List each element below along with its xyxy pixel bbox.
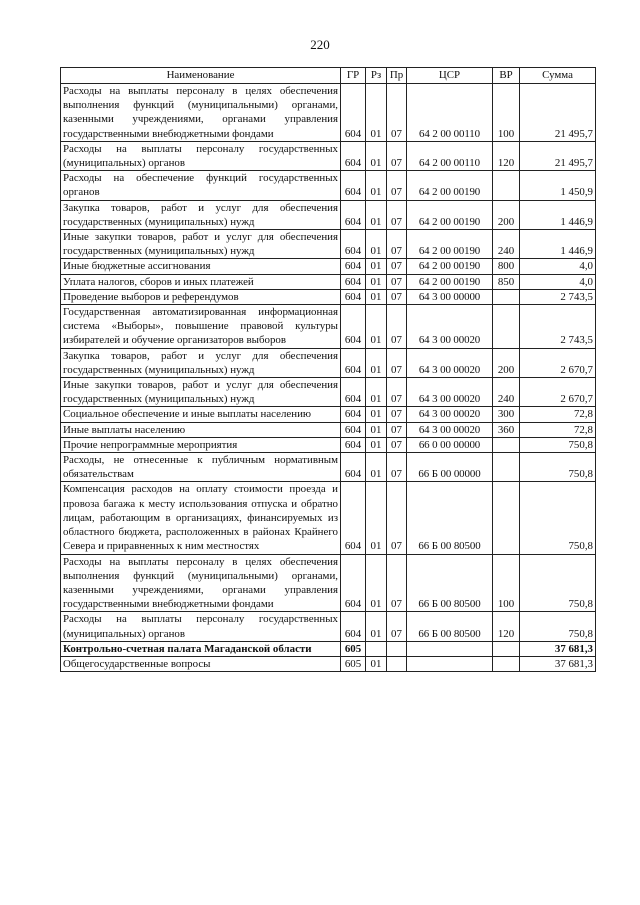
row-sum-cell: 37 681,3 xyxy=(520,656,596,671)
row-pr-cell: 07 xyxy=(387,171,407,200)
row-rz-cell xyxy=(366,641,387,656)
column-header-csr: ЦСР xyxy=(407,68,493,84)
row-vr-cell: 200 xyxy=(493,200,520,229)
row-name-cell: Расходы на выплаты персоналу в целях обеспечения выполнения функций (муниципальными) органами, казенными учреждениями, органами управления государственными внебюджетными фондами xyxy=(61,554,341,612)
row-sum-cell: 750,8 xyxy=(520,612,596,641)
row-pr-cell: 07 xyxy=(387,141,407,170)
row-vr-cell: 300 xyxy=(493,407,520,422)
row-gr-cell: 604 xyxy=(341,348,366,377)
row-csr-cell: 66 Б 00 80500 xyxy=(407,612,493,641)
table-header-row xyxy=(61,68,596,84)
row-sum-cell: 1 446,9 xyxy=(520,230,596,259)
table-row xyxy=(61,641,596,656)
row-name-cell: Расходы на выплаты персоналу государственных (муниципальных) органов xyxy=(61,612,341,641)
row-rz-cell: 01 xyxy=(366,305,387,349)
row-name-cell: Расходы на выплаты персоналу в целях обеспечения выполнения функций (муниципальными) органами, казенными учреждениями, органами управления государственными внебюджетными фондами xyxy=(61,84,341,142)
row-gr-cell: 604 xyxy=(341,171,366,200)
row-name-cell: Иные выплаты населению xyxy=(61,422,341,437)
row-vr-cell xyxy=(493,453,520,482)
row-rz-cell: 01 xyxy=(366,656,387,671)
row-vr-cell: 240 xyxy=(493,378,520,407)
row-csr-cell: 66 Б 00 80500 xyxy=(407,482,493,554)
row-rz-cell: 01 xyxy=(366,554,387,612)
row-vr-cell: 800 xyxy=(493,259,520,274)
row-csr-cell: 64 2 00 00190 xyxy=(407,230,493,259)
row-pr-cell: 07 xyxy=(387,482,407,554)
table-row xyxy=(61,612,596,641)
row-pr-cell: 07 xyxy=(387,348,407,377)
row-vr-cell: 100 xyxy=(493,84,520,142)
row-csr-cell: 64 2 00 00110 xyxy=(407,141,493,170)
row-rz-cell: 01 xyxy=(366,200,387,229)
row-sum-cell: 72,8 xyxy=(520,407,596,422)
row-vr-cell xyxy=(493,641,520,656)
row-gr-cell: 604 xyxy=(341,378,366,407)
table-row xyxy=(61,656,596,671)
row-pr-cell: 07 xyxy=(387,422,407,437)
row-gr-cell: 605 xyxy=(341,641,366,656)
row-rz-cell: 01 xyxy=(366,378,387,407)
row-rz-cell: 01 xyxy=(366,259,387,274)
row-sum-cell: 4,0 xyxy=(520,259,596,274)
row-name-cell: Иные бюджетные ассигнования xyxy=(61,259,341,274)
row-rz-cell: 01 xyxy=(366,407,387,422)
row-vr-cell xyxy=(493,305,520,349)
row-name-cell: Социальное обеспечение и иные выплаты населению xyxy=(61,407,341,422)
row-csr-cell: 64 2 00 00190 xyxy=(407,200,493,229)
row-vr-cell: 100 xyxy=(493,554,520,612)
row-pr-cell: 07 xyxy=(387,305,407,349)
row-sum-cell: 750,8 xyxy=(520,437,596,452)
page-number: 220 xyxy=(310,37,330,52)
row-pr-cell: 07 xyxy=(387,230,407,259)
row-rz-cell: 01 xyxy=(366,171,387,200)
row-vr-cell: 360 xyxy=(493,422,520,437)
row-vr-cell: 120 xyxy=(493,141,520,170)
row-name-cell: Иные закупки товаров, работ и услуг для обеспечения государственных (муниципальных) нужд xyxy=(61,230,341,259)
row-vr-cell: 200 xyxy=(493,348,520,377)
row-sum-cell: 21 495,7 xyxy=(520,141,596,170)
row-csr-cell: 64 2 00 00190 xyxy=(407,274,493,289)
row-name-cell: Иные закупки товаров, работ и услуг для обеспечения государственных (муниципальных) нужд xyxy=(61,378,341,407)
row-name-cell: Общегосударственные вопросы xyxy=(61,656,341,671)
row-gr-cell: 604 xyxy=(341,422,366,437)
table-row xyxy=(61,230,596,259)
row-gr-cell: 604 xyxy=(341,274,366,289)
table-row xyxy=(61,305,596,349)
row-csr-cell xyxy=(407,641,493,656)
table-row xyxy=(61,200,596,229)
row-csr-cell: 64 3 00 00020 xyxy=(407,407,493,422)
row-pr-cell xyxy=(387,641,407,656)
column-header-rz: Рз xyxy=(366,68,387,84)
row-vr-cell: 120 xyxy=(493,612,520,641)
row-gr-cell: 604 xyxy=(341,305,366,349)
table-row xyxy=(61,378,596,407)
row-sum-cell: 1 450,9 xyxy=(520,171,596,200)
row-rz-cell: 01 xyxy=(366,84,387,142)
row-rz-cell: 01 xyxy=(366,141,387,170)
row-csr-cell: 64 3 00 00020 xyxy=(407,305,493,349)
row-vr-cell xyxy=(493,482,520,554)
row-csr-cell: 66 Б 00 80500 xyxy=(407,554,493,612)
table-body xyxy=(61,84,596,672)
row-gr-cell: 604 xyxy=(341,407,366,422)
row-name-cell: Проведение выборов и референдумов xyxy=(61,289,341,304)
row-sum-cell: 2 670,7 xyxy=(520,348,596,377)
row-csr-cell: 64 3 00 00020 xyxy=(407,348,493,377)
column-header-gr: ГР xyxy=(341,68,366,84)
row-csr-cell: 64 2 00 00110 xyxy=(407,84,493,142)
row-name-cell: Контрольно-счетная палата Магаданской области xyxy=(61,641,341,656)
row-name-cell: Государственная автоматизированная информационная система «Выборы», повышение правовой культуры избирателей и обучение организаторов выборов xyxy=(61,305,341,349)
row-gr-cell: 604 xyxy=(341,84,366,142)
row-gr-cell: 604 xyxy=(341,482,366,554)
row-name-cell: Расходы на обеспечение функций государственных органов xyxy=(61,171,341,200)
row-rz-cell: 01 xyxy=(366,422,387,437)
row-pr-cell xyxy=(387,656,407,671)
row-rz-cell: 01 xyxy=(366,482,387,554)
row-gr-cell: 604 xyxy=(341,141,366,170)
row-name-cell: Закупка товаров, работ и услуг для обеспечения государственных (муниципальных) нужд xyxy=(61,348,341,377)
row-pr-cell: 07 xyxy=(387,200,407,229)
row-gr-cell: 604 xyxy=(341,289,366,304)
row-vr-cell xyxy=(493,656,520,671)
row-sum-cell: 1 446,9 xyxy=(520,200,596,229)
row-sum-cell: 750,8 xyxy=(520,554,596,612)
row-name-cell: Закупка товаров, работ и услуг для обеспечения государственных (муниципальных) нужд xyxy=(61,200,341,229)
row-rz-cell: 01 xyxy=(366,230,387,259)
table-row xyxy=(61,171,596,200)
row-pr-cell: 07 xyxy=(387,554,407,612)
table-row xyxy=(61,422,596,437)
row-vr-cell xyxy=(493,289,520,304)
row-sum-cell: 750,8 xyxy=(520,453,596,482)
table-row xyxy=(61,84,596,142)
row-pr-cell: 07 xyxy=(387,274,407,289)
row-name-cell: Прочие непрограммные мероприятия xyxy=(61,437,341,452)
row-gr-cell: 604 xyxy=(341,200,366,229)
row-csr-cell: 64 3 00 00020 xyxy=(407,378,493,407)
row-sum-cell: 2 743,5 xyxy=(520,305,596,349)
table-row xyxy=(61,407,596,422)
row-sum-cell: 2 743,5 xyxy=(520,289,596,304)
row-name-cell: Расходы на выплаты персоналу государственных (муниципальных) органов xyxy=(61,141,341,170)
row-sum-cell: 37 681,3 xyxy=(520,641,596,656)
row-vr-cell: 850 xyxy=(493,274,520,289)
row-csr-cell: 64 2 00 00190 xyxy=(407,171,493,200)
table-row xyxy=(61,141,596,170)
row-csr-cell: 64 3 00 00020 xyxy=(407,422,493,437)
column-header-name: Наименование xyxy=(61,68,341,84)
row-name-cell: Уплата налогов, сборов и иных платежей xyxy=(61,274,341,289)
row-sum-cell: 750,8 xyxy=(520,482,596,554)
row-pr-cell: 07 xyxy=(387,378,407,407)
table-row xyxy=(61,348,596,377)
column-header-sum: Сумма xyxy=(520,68,596,84)
row-gr-cell: 604 xyxy=(341,554,366,612)
row-vr-cell xyxy=(493,171,520,200)
table-row xyxy=(61,289,596,304)
row-rz-cell: 01 xyxy=(366,453,387,482)
row-pr-cell: 07 xyxy=(387,437,407,452)
row-csr-cell xyxy=(407,656,493,671)
row-pr-cell: 07 xyxy=(387,453,407,482)
row-csr-cell: 66 Б 00 00000 xyxy=(407,453,493,482)
row-sum-cell: 72,8 xyxy=(520,422,596,437)
row-rz-cell: 01 xyxy=(366,348,387,377)
row-gr-cell: 604 xyxy=(341,259,366,274)
row-rz-cell: 01 xyxy=(366,289,387,304)
row-csr-cell: 64 2 00 00190 xyxy=(407,259,493,274)
row-gr-cell: 604 xyxy=(341,453,366,482)
row-pr-cell: 07 xyxy=(387,259,407,274)
table-row xyxy=(61,482,596,554)
table-row xyxy=(61,453,596,482)
row-csr-cell: 66 0 00 00000 xyxy=(407,437,493,452)
row-gr-cell: 604 xyxy=(341,437,366,452)
budget-table xyxy=(60,67,596,672)
row-gr-cell: 605 xyxy=(341,656,366,671)
table-row xyxy=(61,554,596,612)
row-pr-cell: 07 xyxy=(387,289,407,304)
row-name-cell: Расходы, не отнесенные к публичным нормативным обязательствам xyxy=(61,453,341,482)
column-header-vr: ВР xyxy=(493,68,520,84)
row-pr-cell: 07 xyxy=(387,84,407,142)
table-row xyxy=(61,259,596,274)
row-sum-cell: 4,0 xyxy=(520,274,596,289)
table-row xyxy=(61,437,596,452)
column-header-pr: Пр xyxy=(387,68,407,84)
row-name-cell: Компенсация расходов на оплату стоимости проезда и провоза багажа к месту использования отпуска и обратно лицам, работающим в организациях, финансируемых из областного бюджета, расположенных в районах Крайнего Севера и приравненных к ним местностях xyxy=(61,482,341,554)
row-vr-cell: 240 xyxy=(493,230,520,259)
row-vr-cell xyxy=(493,437,520,452)
row-pr-cell: 07 xyxy=(387,612,407,641)
row-sum-cell: 2 670,7 xyxy=(520,378,596,407)
row-gr-cell: 604 xyxy=(341,612,366,641)
row-rz-cell: 01 xyxy=(366,274,387,289)
row-csr-cell: 64 3 00 00000 xyxy=(407,289,493,304)
row-gr-cell: 604 xyxy=(341,230,366,259)
row-rz-cell: 01 xyxy=(366,437,387,452)
row-rz-cell: 01 xyxy=(366,612,387,641)
row-pr-cell: 07 xyxy=(387,407,407,422)
row-sum-cell: 21 495,7 xyxy=(520,84,596,142)
table-row xyxy=(61,274,596,289)
